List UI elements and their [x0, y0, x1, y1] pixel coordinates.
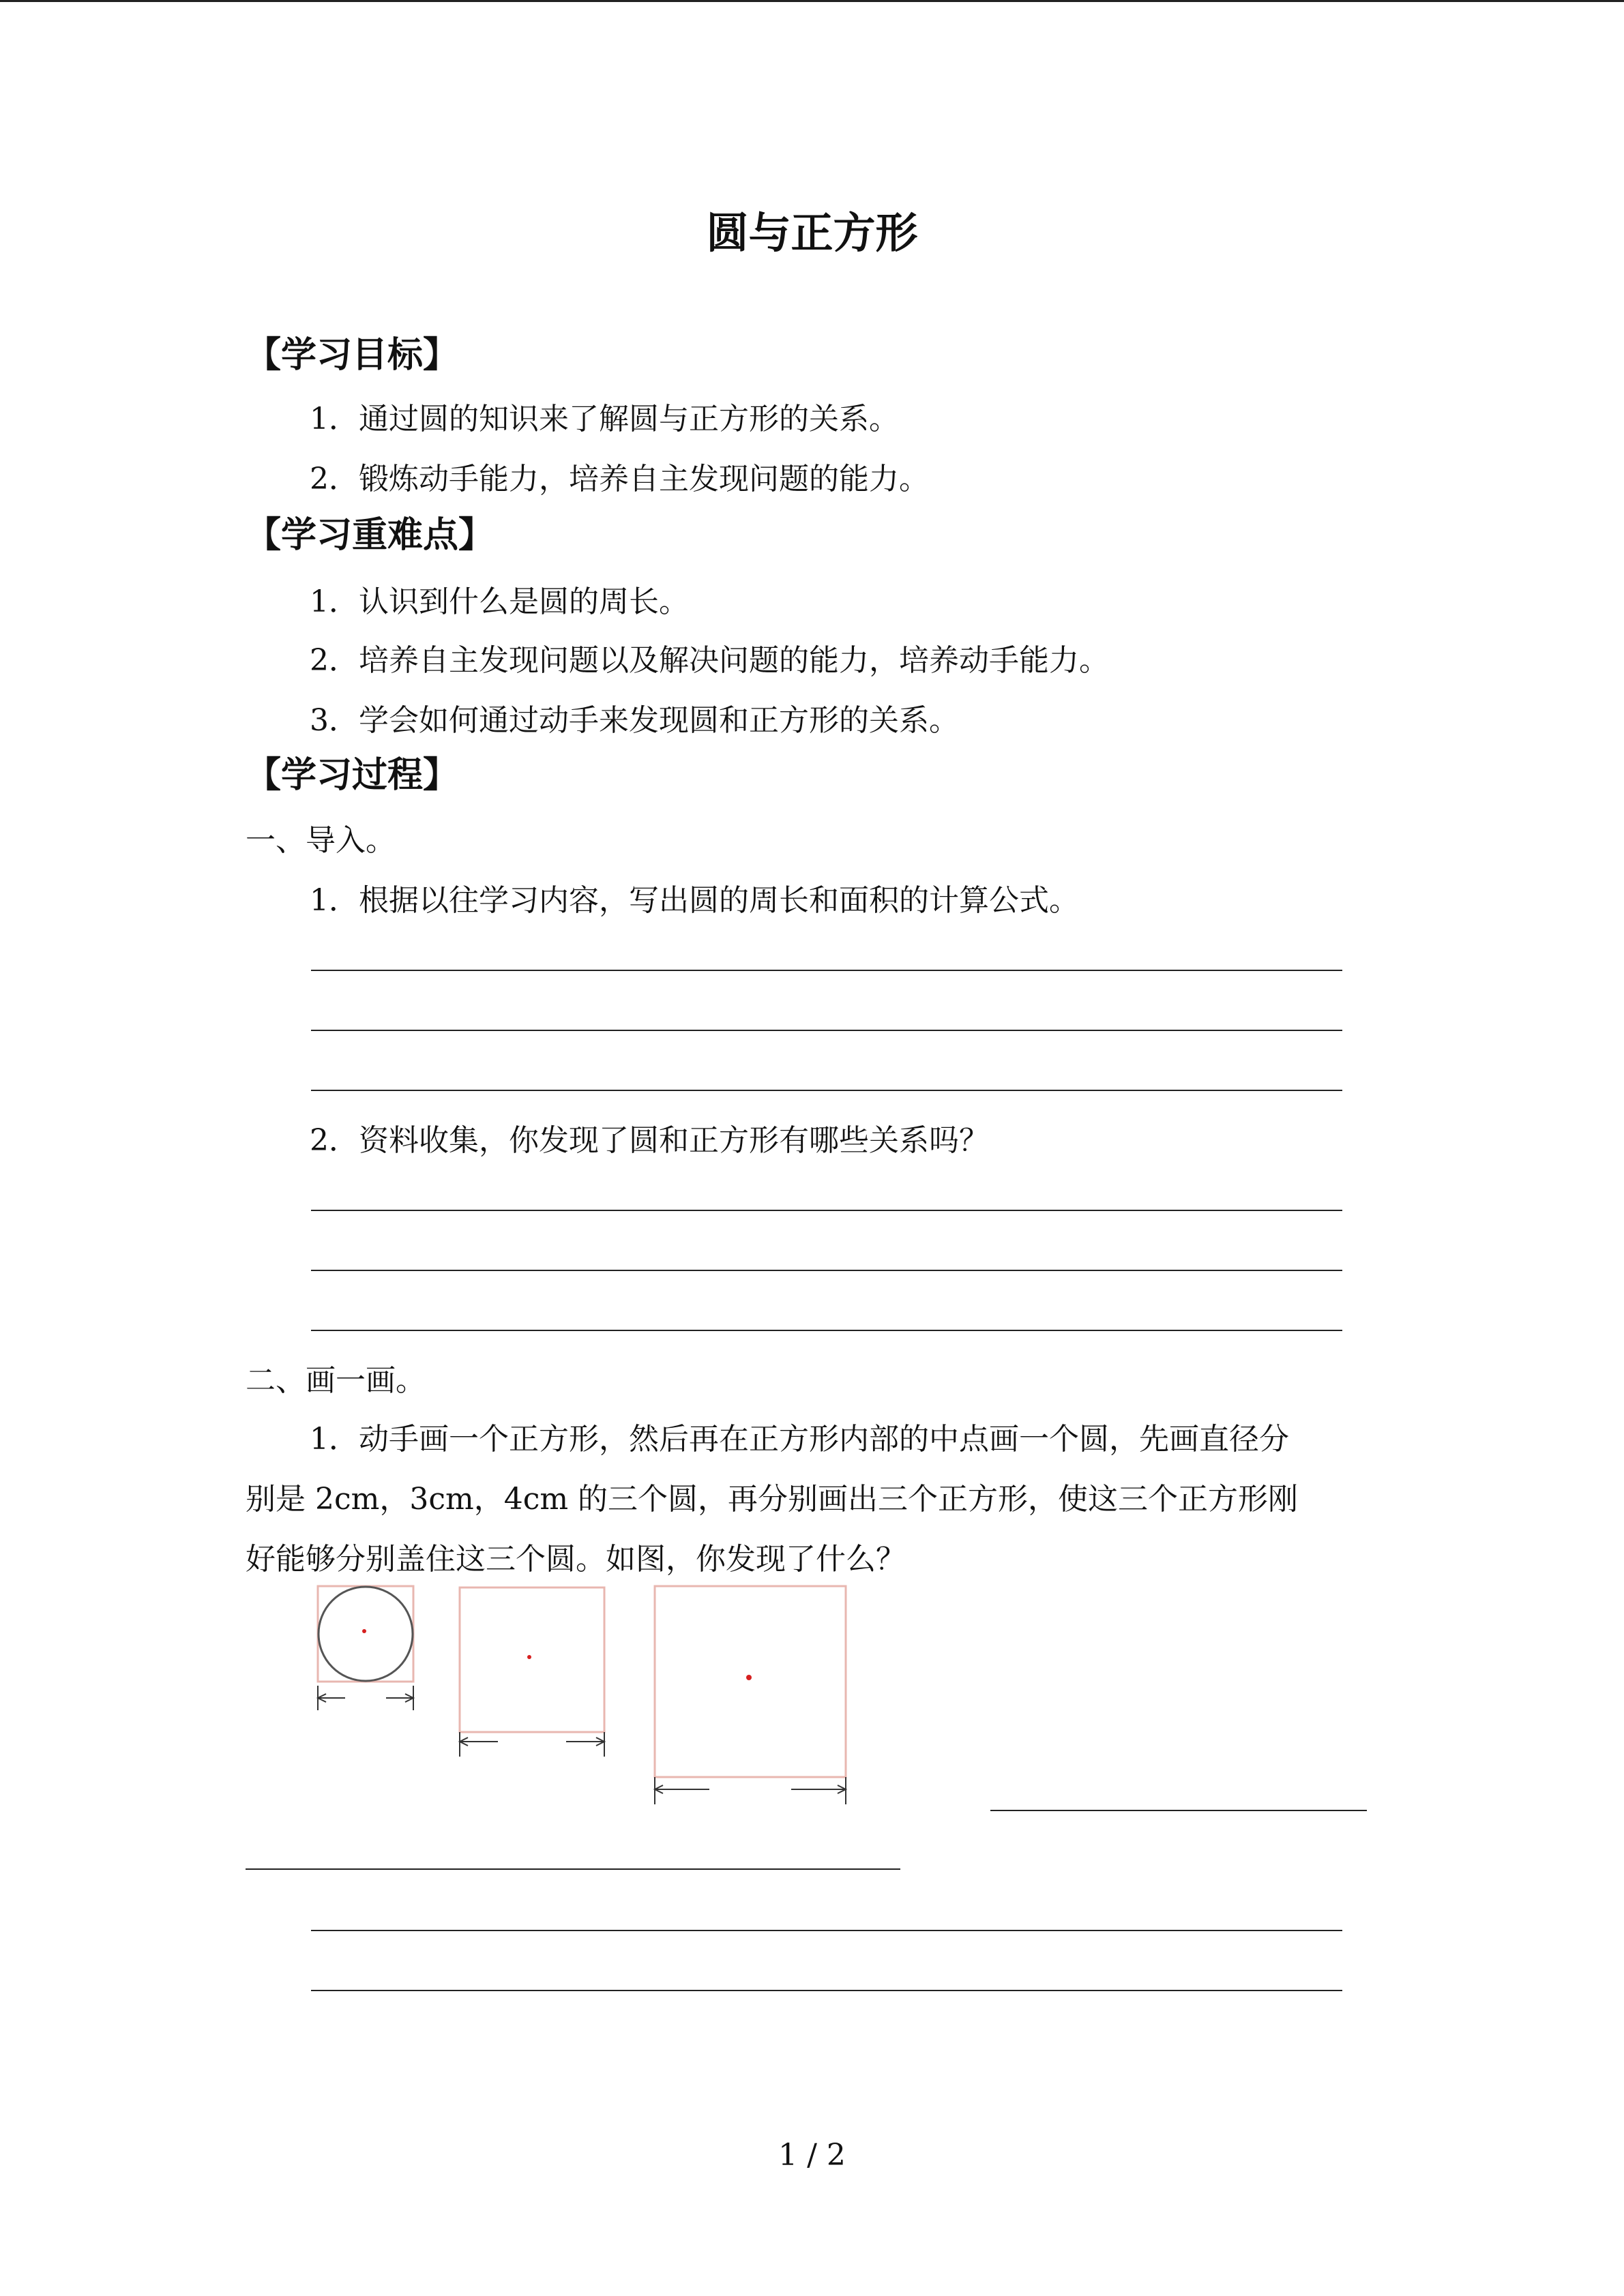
- page-title: 圆与正方形: [706, 208, 918, 258]
- dimension-gap: [498, 1736, 566, 1747]
- key-point-item-2: 2．培养自主发现问题以及解决问题的能力，培养动手能力。: [310, 643, 1109, 678]
- section-heading-goals: 【学习目标】: [246, 334, 459, 376]
- part2-question-line-2: 别是 2cm，3cm，4cm 的三个圆，再分别画出三个正方形，使这三个正方形刚: [246, 1482, 1299, 1517]
- center-dot: [746, 1675, 752, 1680]
- key-point-item-1: 1．认识到什么是圆的周长。: [310, 584, 689, 619]
- figure-square-3cm: [453, 1581, 611, 1765]
- center-dot: [362, 1629, 366, 1633]
- circle-outline: [319, 1587, 413, 1681]
- section-heading-process: 【学习过程】: [246, 754, 459, 796]
- figure-square-4cm: [648, 1579, 853, 1811]
- square-outline: [655, 1586, 846, 1777]
- section-heading-key-points: 【学习重难点】: [246, 514, 494, 556]
- figure-circle-in-square-2cm: [312, 1581, 422, 1717]
- center-dot: [527, 1655, 531, 1659]
- answer-line[interactable]: [311, 1210, 1342, 1211]
- part2-question-line-1: 1．动手画一个正方形，然后再在正方形内部的中点画一个圆，先画直径分: [310, 1422, 1289, 1457]
- part2-label: 二、画一画。: [246, 1363, 426, 1398]
- goal-item-1: 1．通过圆的知识来了解圆与正方形的关系。: [310, 402, 899, 436]
- part1-question-1: 1．根据以往学习内容，写出圆的周长和面积的计算公式。: [310, 883, 1079, 918]
- square-outline: [460, 1587, 604, 1732]
- part1-question-2: 2．资料收集，你发现了圆和正方形有哪些关系吗？: [310, 1123, 989, 1158]
- page-top-border: [0, 0, 1624, 2]
- answer-line[interactable]: [311, 1270, 1342, 1271]
- answer-line[interactable]: [990, 1810, 1367, 1811]
- part1-label: 一、导入。: [246, 823, 396, 858]
- answer-line[interactable]: [311, 970, 1342, 971]
- dimension-gap: [345, 1693, 386, 1703]
- goal-item-2: 2．锻炼动手能力，培养自主发现问题的能力。: [310, 462, 929, 496]
- key-point-item-3: 3．学会如何通过动手来发现圆和正方形的关系。: [310, 703, 959, 738]
- answer-line[interactable]: [311, 1990, 1342, 1991]
- answer-line[interactable]: [311, 1030, 1342, 1031]
- answer-line[interactable]: [246, 1868, 900, 1870]
- part2-question-line-3: 好能够分别盖住这三个圆。如图，你发现了什么？: [246, 1542, 906, 1577]
- dimension-gap: [709, 1784, 791, 1795]
- page-number: 1 / 2: [778, 2138, 846, 2173]
- answer-line[interactable]: [311, 1330, 1342, 1331]
- answer-line[interactable]: [311, 1930, 1342, 1931]
- answer-line[interactable]: [311, 1090, 1342, 1091]
